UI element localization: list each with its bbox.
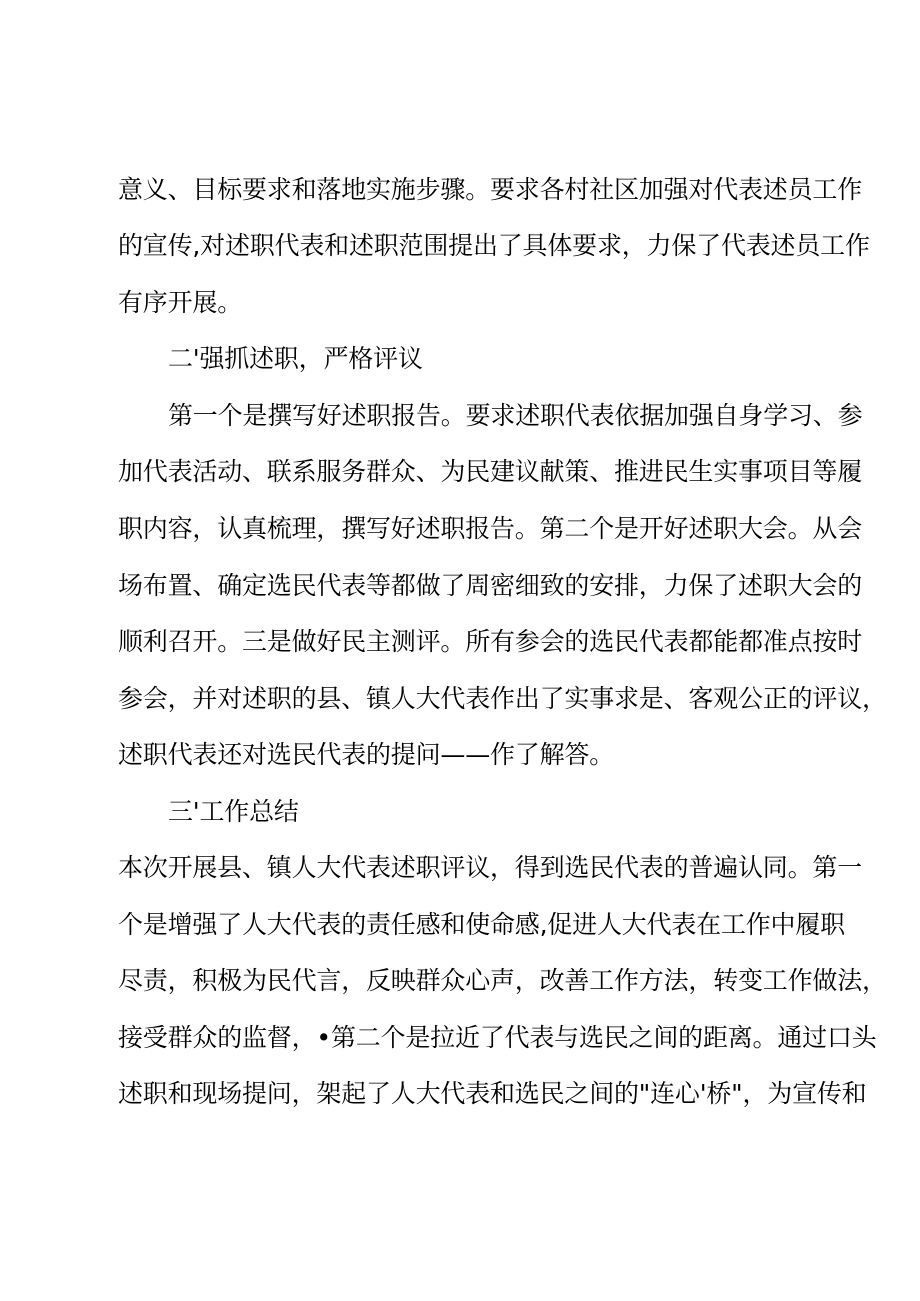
paragraph-line: 本次开展县、镇人大代表述职评议，得到选民代表的普遍认同。第一 [118,853,863,882]
paragraph-line: 述职代表还对选民代表的提问——作了解答。 [118,740,615,769]
paragraph-line: 职内容，认真梳理，撰写好述职报告。第二个是开好述职大会。从会 [118,514,863,543]
paragraph-line: 加代表活动、联系服务群众、为民建议献策、推进民生实事项目等履 [118,457,863,486]
paragraph-line: 参会，并对述职的县、镇人大代表作出了实事求是、客观公正的评议， [118,684,887,713]
paragraph-line: 意义、目标要求和落地实施步骤。要求各村社区加强对代表述员工作 [118,175,863,204]
paragraph-line: 的宣传,对述职代表和述职范围提出了具体要求，力保了代表述员工作 [118,231,870,260]
paragraph-line: 顺利召开。三是做好民主测评。所有参会的选民代表都能都准点按时 [118,627,863,656]
section-heading: 二'强抓述职，严格评议 [168,344,423,373]
section-heading: 三'工作总结 [168,797,299,826]
paragraph-line: 接受群众的监督，•第二个是拉近了代表与选民之间的距离。通过口头 [118,1023,877,1052]
paragraph-line: 第一个是撰写好述职报告。要求述职代表依据加强自身学习、参 [168,401,863,430]
paragraph-line: 个是增强了人大代表的责任感和使命感,促进人大代表在工作中履职 [118,910,845,939]
paragraph-line: 有序开展。 [118,288,243,317]
paragraph-line: 尽责，积极为民代言，反映群众心声，改善工作方法，转变工作做法， [118,966,887,995]
paragraph-line: 场布置、确定选民代表等都做了周密细致的安排，力保了述职大会的 [118,571,863,600]
paragraph-line: 述职和现场提问，架起了人大代表和选民之间的"连心'桥"，为宣传和 [118,1079,867,1108]
